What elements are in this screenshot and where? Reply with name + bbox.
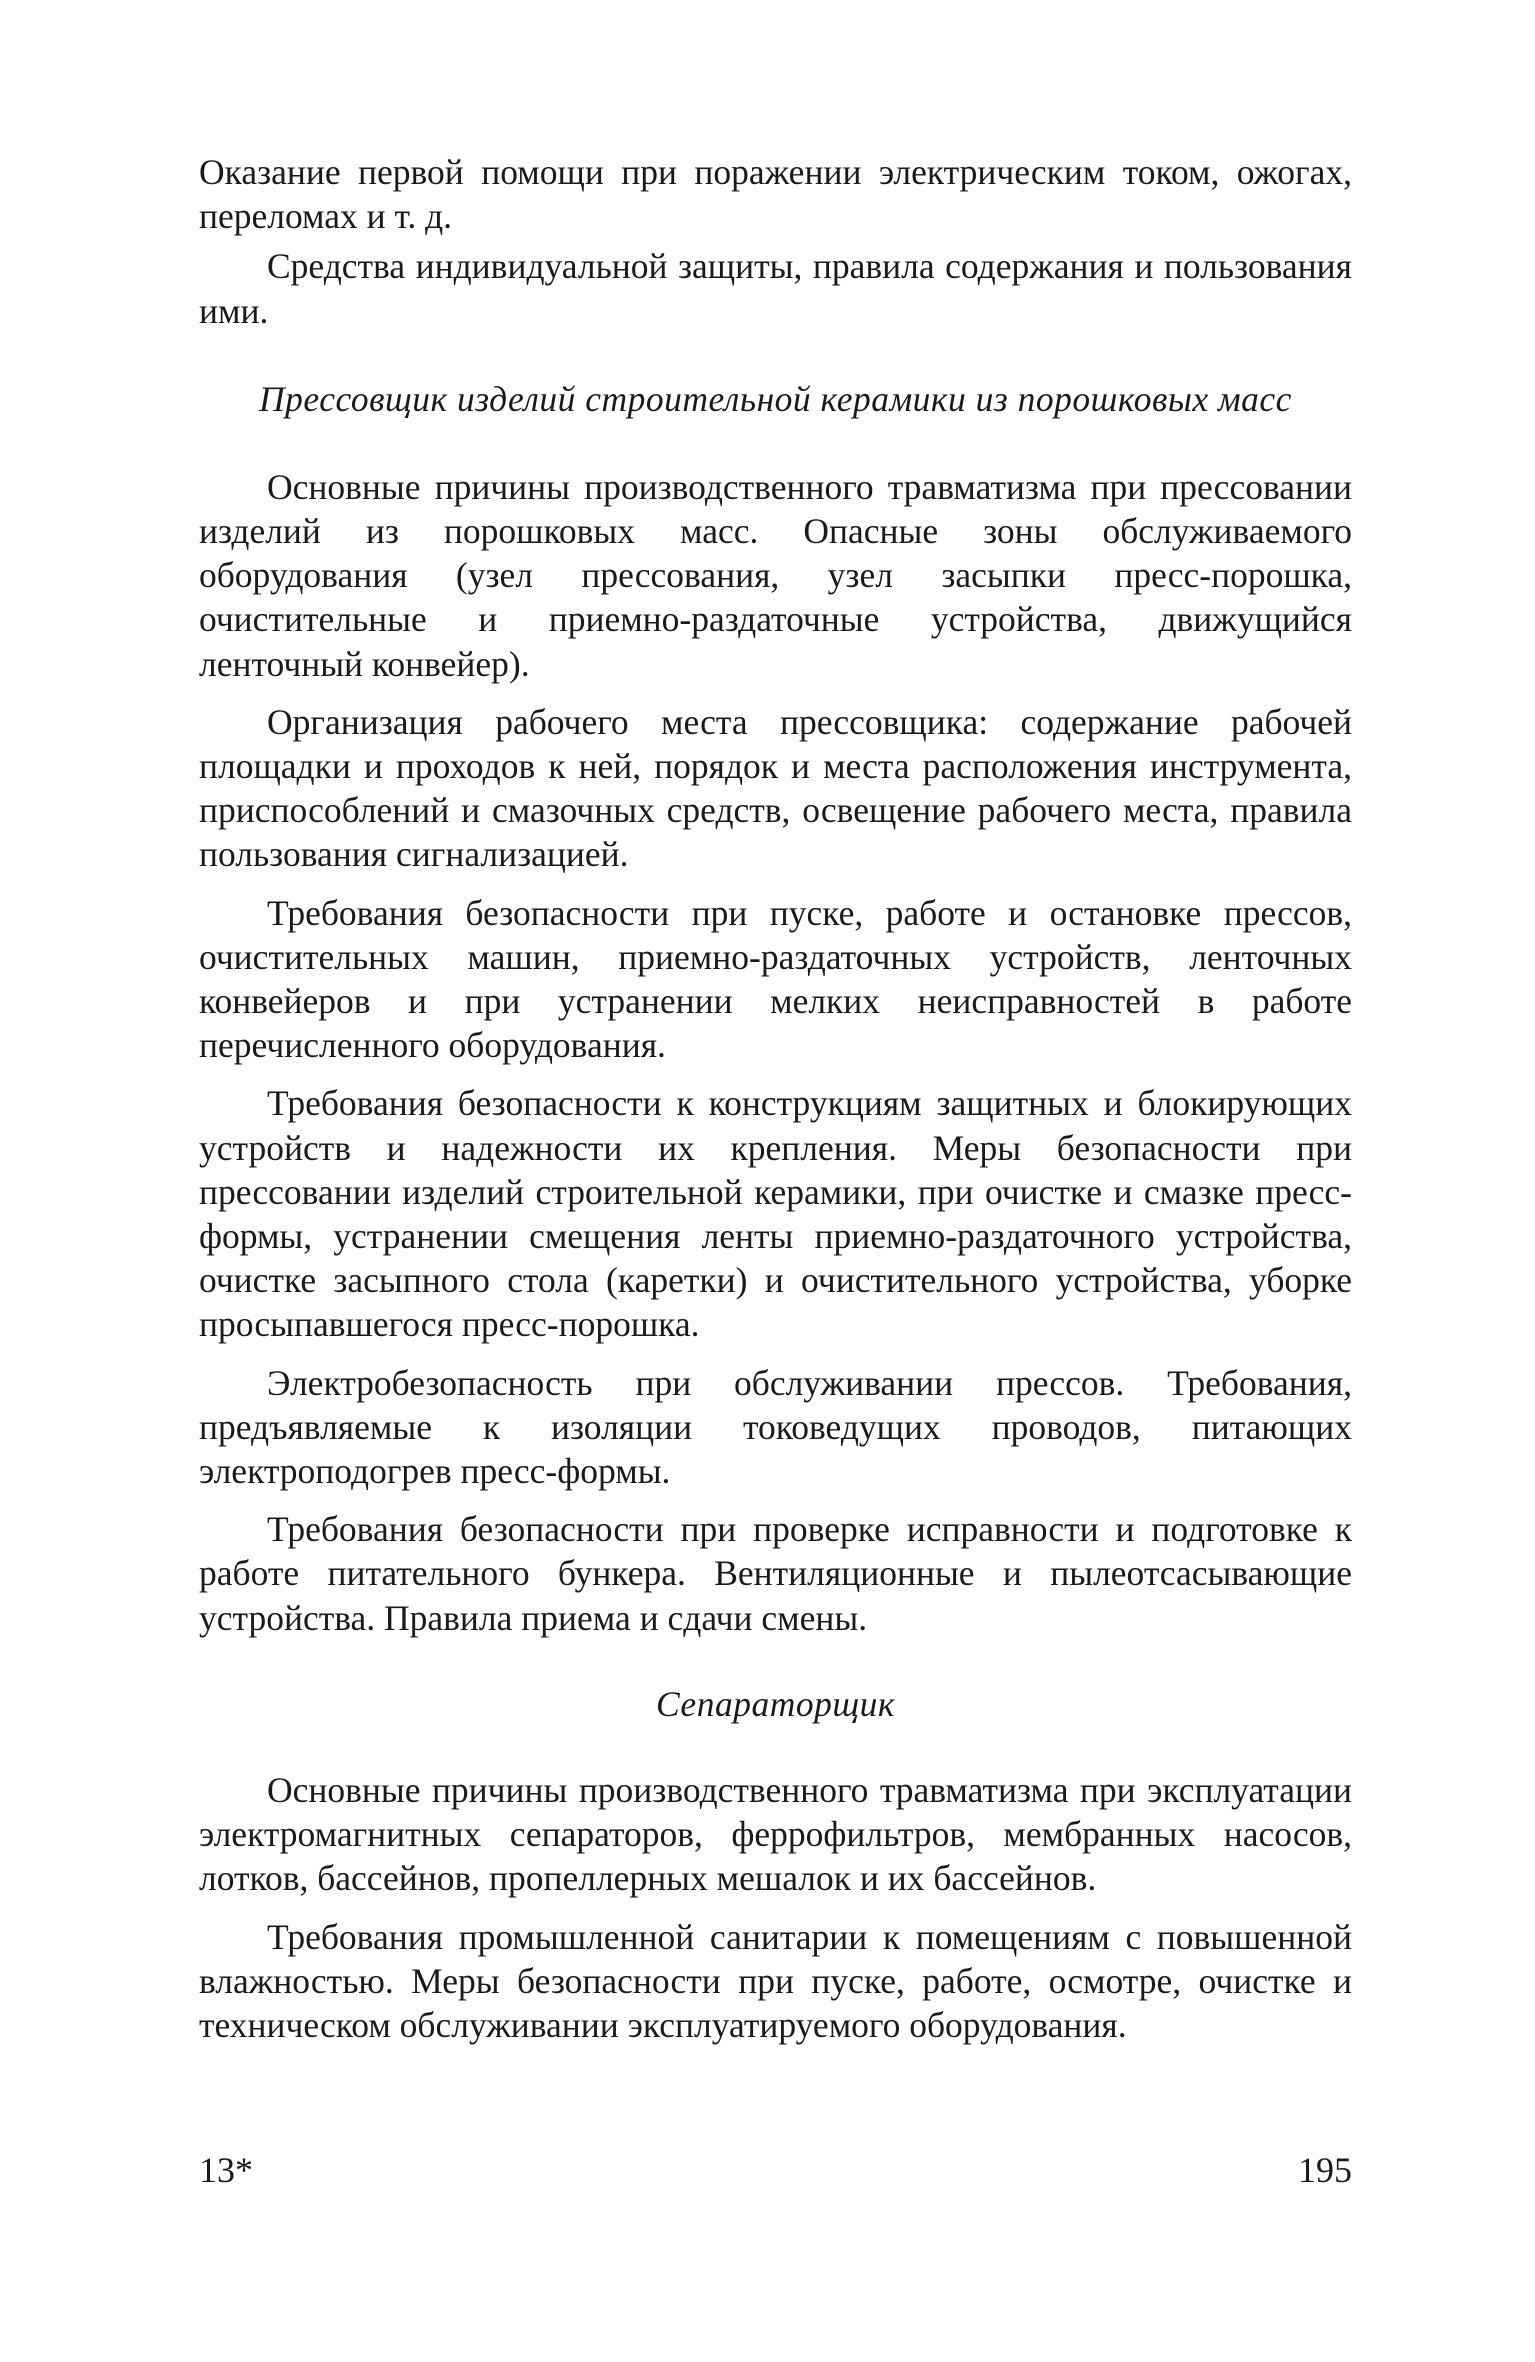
paragraph: Основные причины производственного травматизма при прессовании изделий из порошковых масс. Опасные зоны обслуживаемого оборудования (узел прессования, узел засыпки пресс-порошка, очистительные и приемно-раздаточные устройства, движущийся ленточный конвейер). xyxy=(199,466,1352,684)
paragraph: Оказание первой помощи при поражении электрическим током, ожогах, переломах и т. д. xyxy=(199,152,1352,237)
signature-mark: 13* xyxy=(199,2150,253,2190)
page-body xyxy=(199,150,1352,2061)
page-footer xyxy=(199,2148,1352,2192)
paragraph: Требования промышленной санитарии к помещениям с повышенной влажностью. Меры безопасности при пуске, работе, осмотре, очистке и техническом обслуживании эксплуатируемого оборудования. xyxy=(199,1916,1352,2045)
section-heading: Сепараторщик xyxy=(656,1683,895,1724)
paragraph: Организация рабочего места прессовщика: содержание рабочей площадки и проходов к ней, порядок и места расположения инструмента, приспособлений и смазочных средств, освещение рабочего места, правила пользования сигнализацией. xyxy=(199,701,1352,875)
paragraph: Электробезопасность при обслуживании прессов. Требования, предъявляемые к изоляции токоведущих проводов, питающих электроподогрев пресс-формы. xyxy=(199,1362,1352,1492)
paragraph: Основные причины производственного травматизма при эксплуатации электромагнитных сепараторов, феррофильтров, мембранных насосов, лотков, бассейнов, пропеллерных мешалок и их бассейнов. xyxy=(199,1769,1352,1899)
paragraph: Требования безопасности к конструкциям защитных и блокирующих устройств и надежности их крепления. Меры безопасности при прессовании изделий строительной керамики, при очистке и смазке пресс-формы, устранении смещения ленты приемно-раздаточного устройства, очистке засыпного стола (каретки) и очистительного устройства, уборке просыпавшегося пресс-порошка. xyxy=(199,1083,1352,1345)
section-heading: Прессовщик изделий строительной керамики из порошковых масс xyxy=(259,378,1292,419)
page-number: 195 xyxy=(1298,2150,1352,2190)
paragraph: Требования безопасности при пуске, работе и остановке прессов, очистительных машин, приемно-раздаточных устройств, ленточных конвейеров и при устранении мелких неисправностей в работе перечисленного оборудования. xyxy=(199,892,1352,1066)
paragraph: Требования безопасности при проверке исправности и подготовке к работе питательного бункера. Вентиляционные и пылеотсасывающие устройства. Правила приема и сдачи смены. xyxy=(199,1509,1352,1638)
paragraph: Средства индивидуальной защиты, правила содержания и пользования ими. xyxy=(199,246,1352,331)
